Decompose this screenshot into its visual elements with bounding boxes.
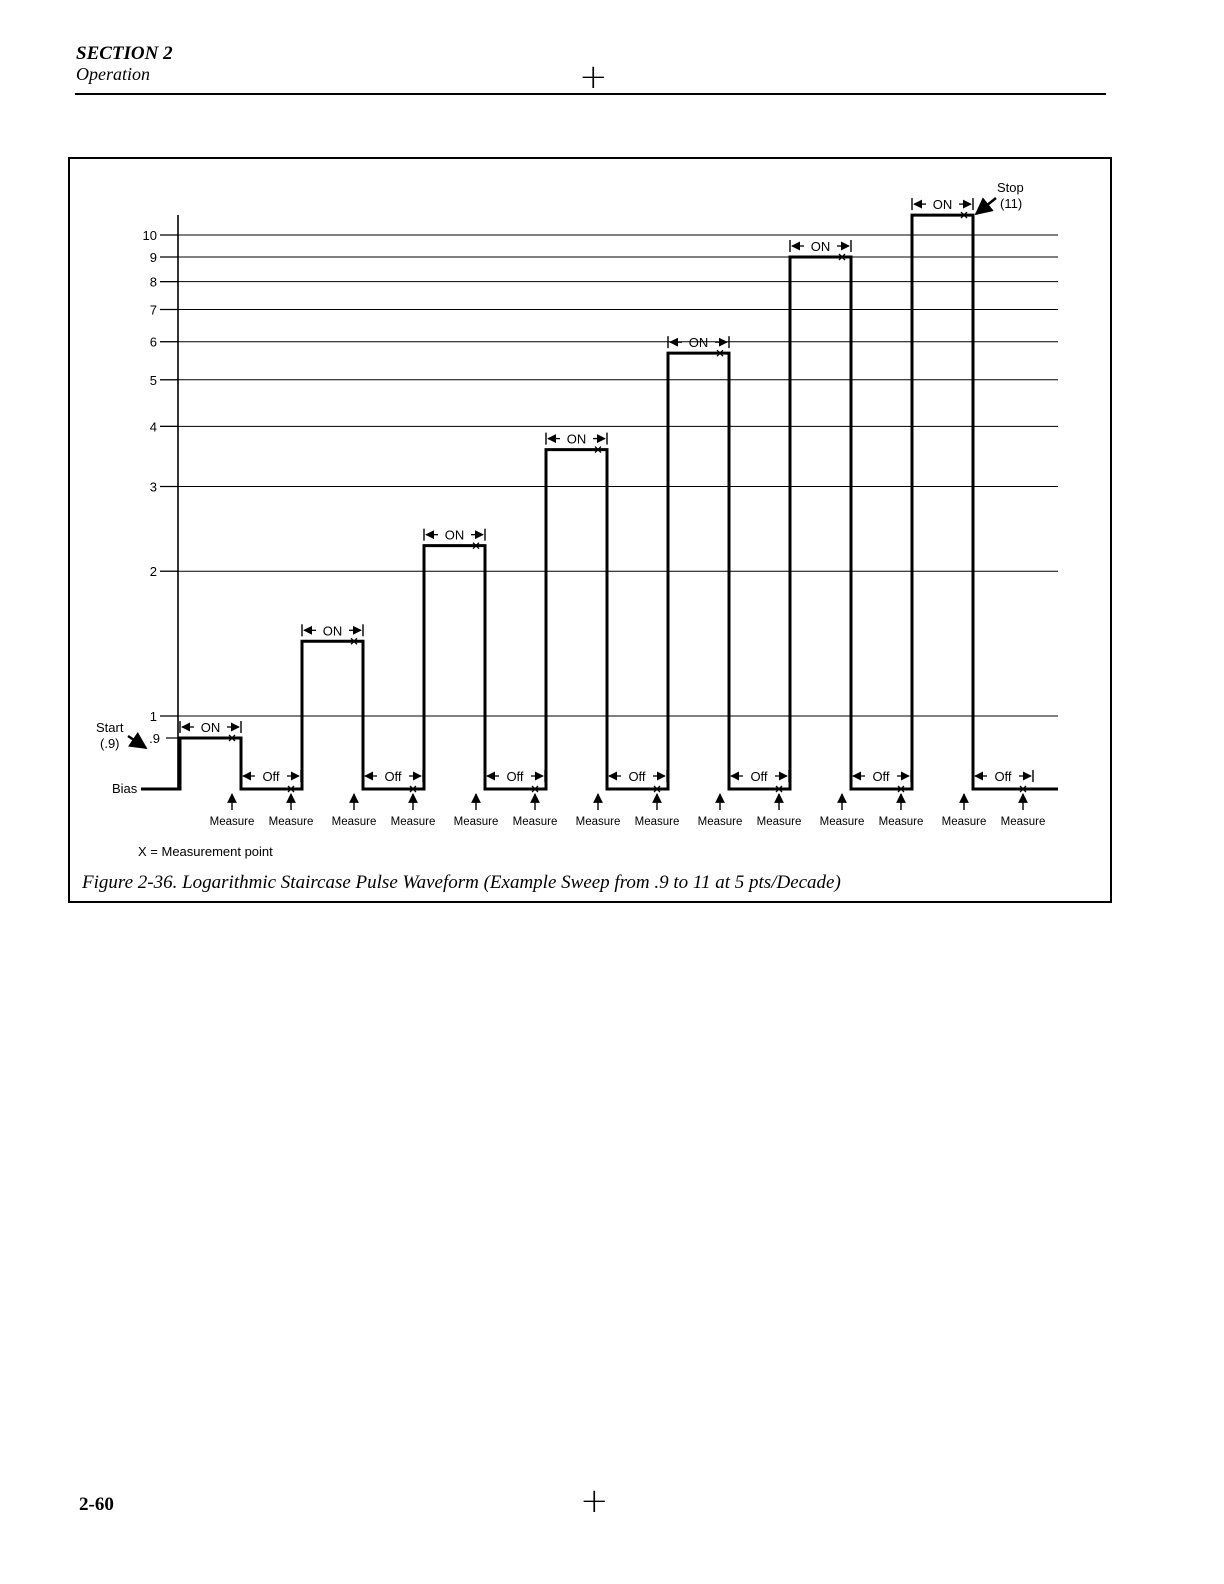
measure-label: Measure <box>756 816 802 828</box>
page-number: 2-60 <box>79 1494 114 1515</box>
measure-label: Measure <box>634 816 680 828</box>
on-interval-label: ON <box>322 623 343 639</box>
y-tick-label: 6 <box>149 334 157 350</box>
on-interval-label: ON <box>810 239 831 255</box>
on-interval-label: ON <box>932 197 953 213</box>
measure-label: Measure <box>331 816 377 828</box>
measure-label: Measure <box>819 816 865 828</box>
measure-label: Measure <box>390 816 436 828</box>
start-label: Start <box>96 720 124 735</box>
measure-label: Measure <box>209 816 255 828</box>
y-tick-label: 10 <box>142 228 157 243</box>
off-interval-label: Off <box>872 769 890 784</box>
stop-arrow <box>976 198 996 214</box>
on-interval-label: ON <box>688 335 709 351</box>
on-interval-label: ON <box>566 431 587 447</box>
y-tick-label: 2 <box>149 564 157 580</box>
measure-label: Measure <box>1000 816 1046 828</box>
section-subtitle: Operation <box>76 64 150 84</box>
section-title: SECTION 2 <box>76 43 173 64</box>
y-tick-label: 8 <box>149 274 157 290</box>
staircase-pulse-waveform <box>141 215 1058 789</box>
y-tick-label: 3 <box>149 479 157 495</box>
off-interval-label: Off <box>628 769 646 784</box>
y-tick-label: 7 <box>149 302 157 318</box>
registration-mark-top: + <box>579 57 608 97</box>
off-interval-label: Off <box>506 769 524 784</box>
measure-label: Measure <box>512 816 558 828</box>
on-interval-label: ON <box>444 527 465 543</box>
figure-caption: Figure 2-36. Logarithmic Staircase Pulse Waveform (Example Sweep from .9 to 11 at 5 pts/Decade) <box>82 872 841 893</box>
y-tick-label: 5 <box>149 372 157 388</box>
start-arrow <box>128 736 146 748</box>
start-label-value: (.9) <box>100 736 120 751</box>
measure-label: Measure <box>453 816 499 828</box>
registration-mark-bottom: + <box>580 1481 609 1521</box>
off-interval-label: Off <box>750 769 768 784</box>
off-interval-label: Off <box>384 769 402 784</box>
off-interval-label: Off <box>262 769 280 784</box>
stop-label-value: (11) <box>1000 196 1023 211</box>
on-interval-label: ON <box>200 720 221 736</box>
y-tick-label: 1 <box>149 709 157 724</box>
y-tick-label: 9 <box>149 250 157 266</box>
measure-label: Measure <box>268 816 314 828</box>
stop-label: Stop <box>997 180 1024 195</box>
measurement-point-note: X = Measurement point <box>138 844 273 859</box>
y-tick-label: 4 <box>149 419 157 435</box>
measure-label: Measure <box>697 816 743 828</box>
measure-label: Measure <box>878 816 924 828</box>
measure-label: Measure <box>575 816 621 828</box>
measure-label: Measure <box>941 816 987 828</box>
bias-label: Bias <box>112 781 138 796</box>
y-tick-label-start: .9 <box>149 731 160 747</box>
off-interval-label: Off <box>994 769 1012 784</box>
